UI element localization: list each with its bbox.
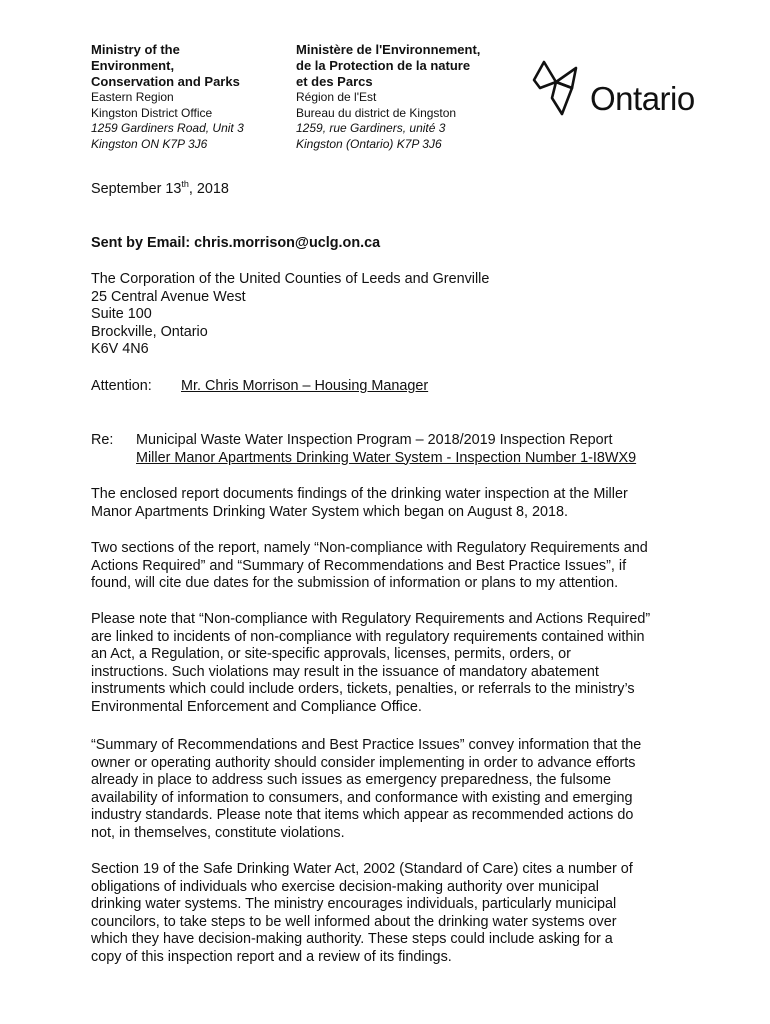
ministry-name-line: et des Parcs [296,74,373,89]
ministry-header-french [296,42,516,152]
paragraph-5: Section 19 of the Safe Drinking Water Act, 2002 (Standard of Care) cites a number of obligations of individuals who exercise decision-making authority over municipal drinking water systems. The ministry encourages individuals, particularly municipal councilors, to take steps to be well informed about the drinking water systems over which they have decision-making authority. These steps could include asking for a copy of this inspection report and a review of its findings. [91,861,633,965]
ministry-name-line: Ministry of the [91,42,180,57]
re-label: Re: [91,432,114,448]
sent-by-email: Sent by Email: chris.morrison@uclg.on.ca [91,235,381,251]
ministry-header-english [91,42,281,152]
street-address: 1259 Gardiners Road, Unit 3 [91,121,244,135]
address-line: The Corporation of the United Counties of Leeds and Grenville [91,271,490,287]
region: Région de l'Est [296,90,377,104]
office: Bureau du district de Kingston [296,105,457,120]
region: Eastern Region [91,90,174,104]
attention-label: Attention: [91,378,152,394]
ministry-name-line: Ministère de l'Environnement, [296,42,481,57]
address-line: Brockville, Ontario [91,323,208,340]
ontario-logo [532,58,717,128]
letter-date: September 13th, 2018 [91,179,229,197]
street-address: 1259, rue Gardiners, unité 3 [296,121,446,135]
subject-block [91,432,681,472]
attention-line [91,378,681,396]
ontario-wordmark: Ontario [590,80,695,117]
office: Kingston District Office [91,105,213,120]
attention-value: Mr. Chris Morrison – Housing Manager [181,378,429,394]
ministry-name-line: Environment, [91,58,175,73]
paragraph-2: Two sections of the report, namely “Non-compliance with Regulatory Requirements and Actions Required” and “Summary of Recommendations and Best Practice Issues”, if found, will cite due dates for the submission of information or plans to my attention. [91,540,648,592]
city-address: Kingston ON K7P 3J6 [91,136,208,151]
address-line: Suite 100 [91,306,152,323]
ministry-name-line: Conservation and Parks [91,74,240,89]
subject-line: Municipal Waste Water Inspection Program – 2018/2019 Inspection Report [136,432,613,448]
subject-line: Miller Manor Apartments Drinking Water System - Inspection Number 1-I8WX9 [136,449,637,466]
paragraph-4: “Summary of Recommendations and Best Practice Issues” convey information that the owner or operating authority should consider implementing in order to advance efforts already in place to address such issues as emergency preparedness, the fulsome availability of information to consumers, and conformance with existing and emerging industry standards. Please note that items which appear as recommended actions do not, in themselves, constitute violations. [91,737,642,841]
paragraph-3: Please note that “Non-compliance with Regulatory Requirements and Actions Required” are linked to incidents of non-compliance with regulatory requirements contained within an Act, a Regulation, or site-specific approvals, licenses, permits, orders, or instructions. Such violations may result in the issuance of mandatory abatement instruments which could include orders, tickets, penalties, or referrals to the ministry’s Environmental Enforcement and Compliance Office. [91,611,651,715]
recipient-address [91,271,681,359]
ministry-name-line: de la Protection de la nature [296,58,471,73]
city-address: Kingston (Ontario) K7P 3J6 [296,136,442,151]
address-line: 25 Central Avenue West [91,288,246,305]
trillium-icon [532,58,590,120]
address-line: K6V 4N6 [91,341,149,358]
recipient-email: chris.morrison@uclg.on.ca [194,235,381,251]
paragraph-1: The enclosed report documents findings of the drinking water inspection at the Miller Manor Apartments Drinking Water System which began on August 8, 2018. [91,486,628,520]
